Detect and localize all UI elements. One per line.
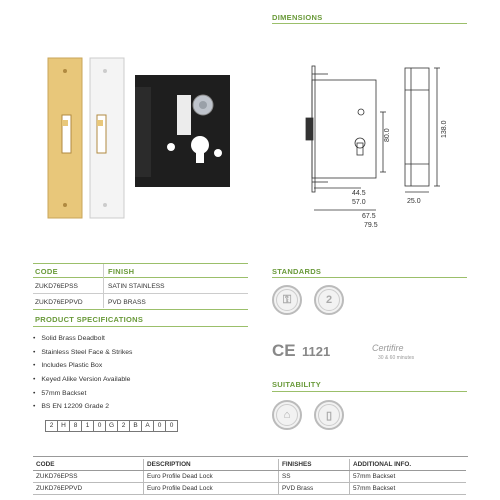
table-header-row — [33, 459, 466, 471]
code-char: H — [57, 420, 70, 432]
code-finish-top-rule — [33, 263, 248, 264]
code-finish-rule-1 — [33, 277, 248, 278]
col-description: DESCRIPTION — [144, 459, 279, 471]
cell: ZUKD76EPSS — [33, 471, 144, 483]
specs-rule-top — [33, 309, 248, 310]
dim-79-5: 79.5 — [364, 222, 378, 229]
specs-title: PRODUCT SPECIFICATIONS — [35, 315, 144, 324]
house-icon: ⌂ — [276, 404, 298, 426]
door-badge-icon — [314, 400, 344, 430]
spec-item: • Includes Plastic Box — [33, 360, 132, 374]
dim-25: 25.0 — [407, 198, 421, 205]
finish-row-1-finish: SATIN STAINLESS — [108, 283, 165, 290]
code-char: A — [141, 420, 154, 432]
suitability-title: SUITABILITY — [272, 380, 321, 389]
cell: SS — [279, 471, 350, 483]
dim-80: 80.0 — [384, 128, 391, 142]
code-char: 2 — [117, 420, 130, 432]
finish-header: FINISH — [108, 267, 135, 276]
dimensions-title: DIMENSIONS — [272, 13, 323, 22]
certifire-sub: 30 & 60 minutes — [378, 355, 415, 361]
code-char: 8 — [69, 420, 82, 432]
code-finish-divider — [103, 264, 104, 308]
code-char: 0 — [165, 420, 178, 432]
spec-item: • Solid Brass Deadbolt — [33, 333, 132, 347]
col-code: CODE — [33, 459, 144, 471]
cycle-rating-badge-icon — [272, 285, 302, 315]
key-icon: ⚿ — [276, 289, 298, 311]
spec-item: • Stainless Steel Face & Strikes — [33, 347, 132, 361]
code-finish-rule-2 — [33, 293, 248, 294]
dimension-drawing — [300, 60, 460, 230]
product-code-boxes — [46, 420, 178, 432]
cell: 57mm Backset — [350, 483, 467, 495]
grade-rating-badge-icon — [314, 285, 344, 315]
spec-item: • 57mm Backset — [33, 388, 132, 402]
dim-138: 138.0 — [441, 120, 448, 138]
product-table — [33, 459, 466, 495]
code-header: CODE — [35, 267, 58, 276]
product-image — [40, 50, 240, 220]
col-finishes: FINISHES — [279, 459, 350, 471]
finish-row-2-finish: PVD BRASS — [108, 299, 146, 306]
table-row — [33, 471, 466, 483]
dim-44-5: 44.5 — [352, 190, 366, 197]
grade-two-icon: 2 — [318, 289, 340, 311]
dimensions-rule — [272, 23, 467, 24]
finish-row-1-code: ZUKD76EPSS — [35, 283, 78, 290]
code-char: G — [105, 420, 118, 432]
cell: 57mm Backset — [350, 471, 467, 483]
specs-rule — [33, 326, 248, 327]
code-char: 0 — [153, 420, 166, 432]
certifire-logo: Certifire — [372, 343, 404, 353]
finish-row-2-code: ZUKD76EPPVD — [35, 299, 83, 306]
standards-title: STANDARDS — [272, 267, 322, 276]
cell: Euro Profile Dead Lock — [144, 471, 279, 483]
domestic-badge-icon — [272, 400, 302, 430]
standards-rule — [272, 277, 467, 278]
spec-item: • Keyed Alike Version Available — [33, 374, 132, 388]
table-row — [33, 483, 466, 495]
cell: ZUKD76EPPVD — [33, 483, 144, 495]
code-char: 0 — [93, 420, 106, 432]
cell: PVD Brass — [279, 483, 350, 495]
code-char: 1 — [81, 420, 94, 432]
dim-67-5: 67.5 — [362, 213, 376, 220]
col-additional-info: ADDITIONAL INFO. — [350, 459, 467, 471]
spec-list — [33, 333, 132, 415]
ce-mark: CE — [272, 341, 296, 360]
table-top-rule — [33, 456, 468, 457]
door-icon: ▯ — [318, 404, 340, 426]
code-char: 2 — [45, 420, 58, 432]
dim-57: 57.0 — [352, 199, 366, 206]
ce-number: 1121 — [302, 344, 331, 359]
cell: Euro Profile Dead Lock — [144, 483, 279, 495]
code-char: B — [129, 420, 142, 432]
suitability-rule — [272, 391, 467, 392]
spec-item: • BS EN 12209 Grade 2 — [33, 401, 132, 415]
